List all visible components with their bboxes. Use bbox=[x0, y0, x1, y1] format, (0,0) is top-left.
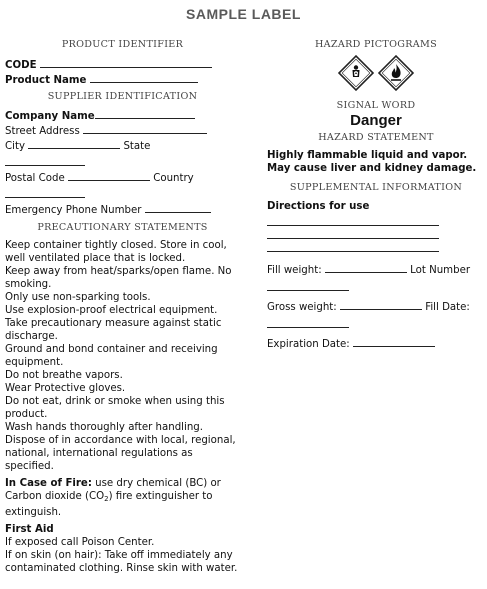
supplier-heading: SUPPLIER IDENTIFICATION bbox=[47, 91, 198, 102]
postal-country-field[interactable] bbox=[5, 170, 240, 185]
precautionary-heading: PRECAUTIONARY STATEMENTS bbox=[37, 222, 208, 233]
fire-instructions bbox=[5, 477, 240, 519]
fire-text-2: ) fire extinguisher to extinguish. bbox=[5, 491, 213, 518]
product-name-label: Product Name bbox=[5, 75, 87, 86]
code-label: CODE bbox=[5, 60, 37, 71]
company-name-field[interactable] bbox=[5, 108, 240, 123]
fire-text-1: use dry chemical (BC) or Carbon dioxide (CO bbox=[5, 478, 221, 502]
product-name-line bbox=[90, 72, 198, 83]
fill-weight-line bbox=[325, 262, 407, 273]
left-column bbox=[5, 38, 240, 575]
precaution-item: Take precautionary measure against static discharge. bbox=[5, 318, 222, 342]
fire-label: In Case of Fire: bbox=[5, 478, 92, 489]
page-title: SAMPLE LABEL bbox=[186, 6, 301, 22]
street-field[interactable] bbox=[5, 123, 240, 138]
precaution-item: Do not breathe vapors. bbox=[5, 370, 123, 381]
code-line bbox=[40, 57, 212, 68]
fill-weight-field[interactable] bbox=[267, 262, 485, 277]
pictograms-heading: HAZARD PICTOGRAMS bbox=[314, 39, 437, 50]
fire-subscript: 2 bbox=[104, 495, 109, 503]
gross-weight-label: Gross weight: bbox=[267, 302, 337, 313]
hazard-statement-heading: HAZARD STATEMENT bbox=[318, 132, 434, 143]
precaution-list bbox=[5, 239, 240, 473]
precaution-item: Keep away from heat/sparks/open flame. No smoking. bbox=[5, 266, 232, 290]
precaution-item: Use explosion-proof electrical equipment. bbox=[5, 305, 218, 316]
hazard-line-1: Highly flammable liquid and vapor. bbox=[267, 150, 468, 161]
directions-label: Directions for use bbox=[267, 201, 370, 212]
product-identifier-heading: PRODUCT IDENTIFIER bbox=[61, 39, 184, 50]
gross-weight-field[interactable] bbox=[267, 299, 485, 314]
phone-label: Emergency Phone Number bbox=[5, 205, 142, 216]
directions-line[interactable] bbox=[267, 225, 439, 226]
fill-date-line[interactable] bbox=[267, 317, 349, 328]
pictogram-row bbox=[267, 55, 485, 91]
fill-weight-label: Fill weight: bbox=[267, 265, 322, 276]
postal-label: Postal Code bbox=[5, 173, 65, 184]
product-name-field[interactable] bbox=[5, 72, 240, 87]
city-state-field[interactable] bbox=[5, 138, 240, 153]
code-field[interactable] bbox=[5, 57, 240, 72]
company-name-label: Company Name bbox=[5, 111, 95, 122]
precaution-item: Do not eat, drink or smoke when using this product. bbox=[5, 396, 225, 420]
city-label: City bbox=[5, 141, 25, 152]
street-line bbox=[83, 123, 207, 134]
health-hazard-icon bbox=[338, 55, 374, 91]
expiration-field[interactable] bbox=[267, 336, 485, 351]
signal-word: Danger bbox=[350, 112, 402, 129]
phone-line bbox=[145, 202, 211, 213]
supplemental-heading: SUPPLEMENTAL INFORMATION bbox=[289, 182, 463, 193]
lot-number-label: Lot Number bbox=[410, 265, 471, 276]
fill-date-label: Fill Date: bbox=[425, 302, 470, 313]
precaution-item: Keep container tightly closed. Store in cool, well ventilated place that is locked. bbox=[5, 240, 227, 264]
country-label: Country bbox=[153, 173, 194, 184]
directions-line[interactable] bbox=[267, 238, 439, 239]
postal-line bbox=[68, 170, 150, 181]
flame-icon bbox=[378, 55, 414, 91]
expiration-line bbox=[353, 336, 435, 347]
gross-weight-line bbox=[340, 299, 422, 310]
precaution-item: Wear Protective gloves. bbox=[5, 383, 126, 394]
street-label: Street Address bbox=[5, 126, 80, 137]
country-line[interactable] bbox=[5, 187, 85, 198]
signal-word-heading: SIGNAL WORD bbox=[336, 100, 416, 111]
precaution-item: Wash hands thoroughly after handling. bbox=[5, 422, 203, 433]
first-aid-line-2: If on skin (on hair): Take off immediately any contaminated clothing. Rinse skin with water. bbox=[5, 550, 238, 574]
precaution-item: Only use non-sparking tools. bbox=[5, 292, 151, 303]
precaution-item: Dispose of in accordance with local, regional, national, international regulations as specified. bbox=[5, 435, 236, 472]
expiration-label: Expiration Date: bbox=[267, 339, 350, 350]
phone-field[interactable] bbox=[5, 202, 240, 217]
state-line[interactable] bbox=[5, 155, 85, 166]
company-name-line bbox=[95, 108, 195, 119]
first-aid-line-1: If exposed call Poison Center. bbox=[5, 537, 155, 548]
precaution-item: Ground and bond container and receiving equipment. bbox=[5, 344, 218, 368]
state-label: State bbox=[123, 141, 151, 152]
lot-number-line[interactable] bbox=[267, 280, 349, 291]
hazard-line-2: May cause liver and kidney damage. bbox=[267, 163, 477, 174]
city-line bbox=[28, 138, 120, 149]
first-aid-label: First Aid bbox=[5, 524, 54, 535]
right-column bbox=[267, 38, 485, 351]
